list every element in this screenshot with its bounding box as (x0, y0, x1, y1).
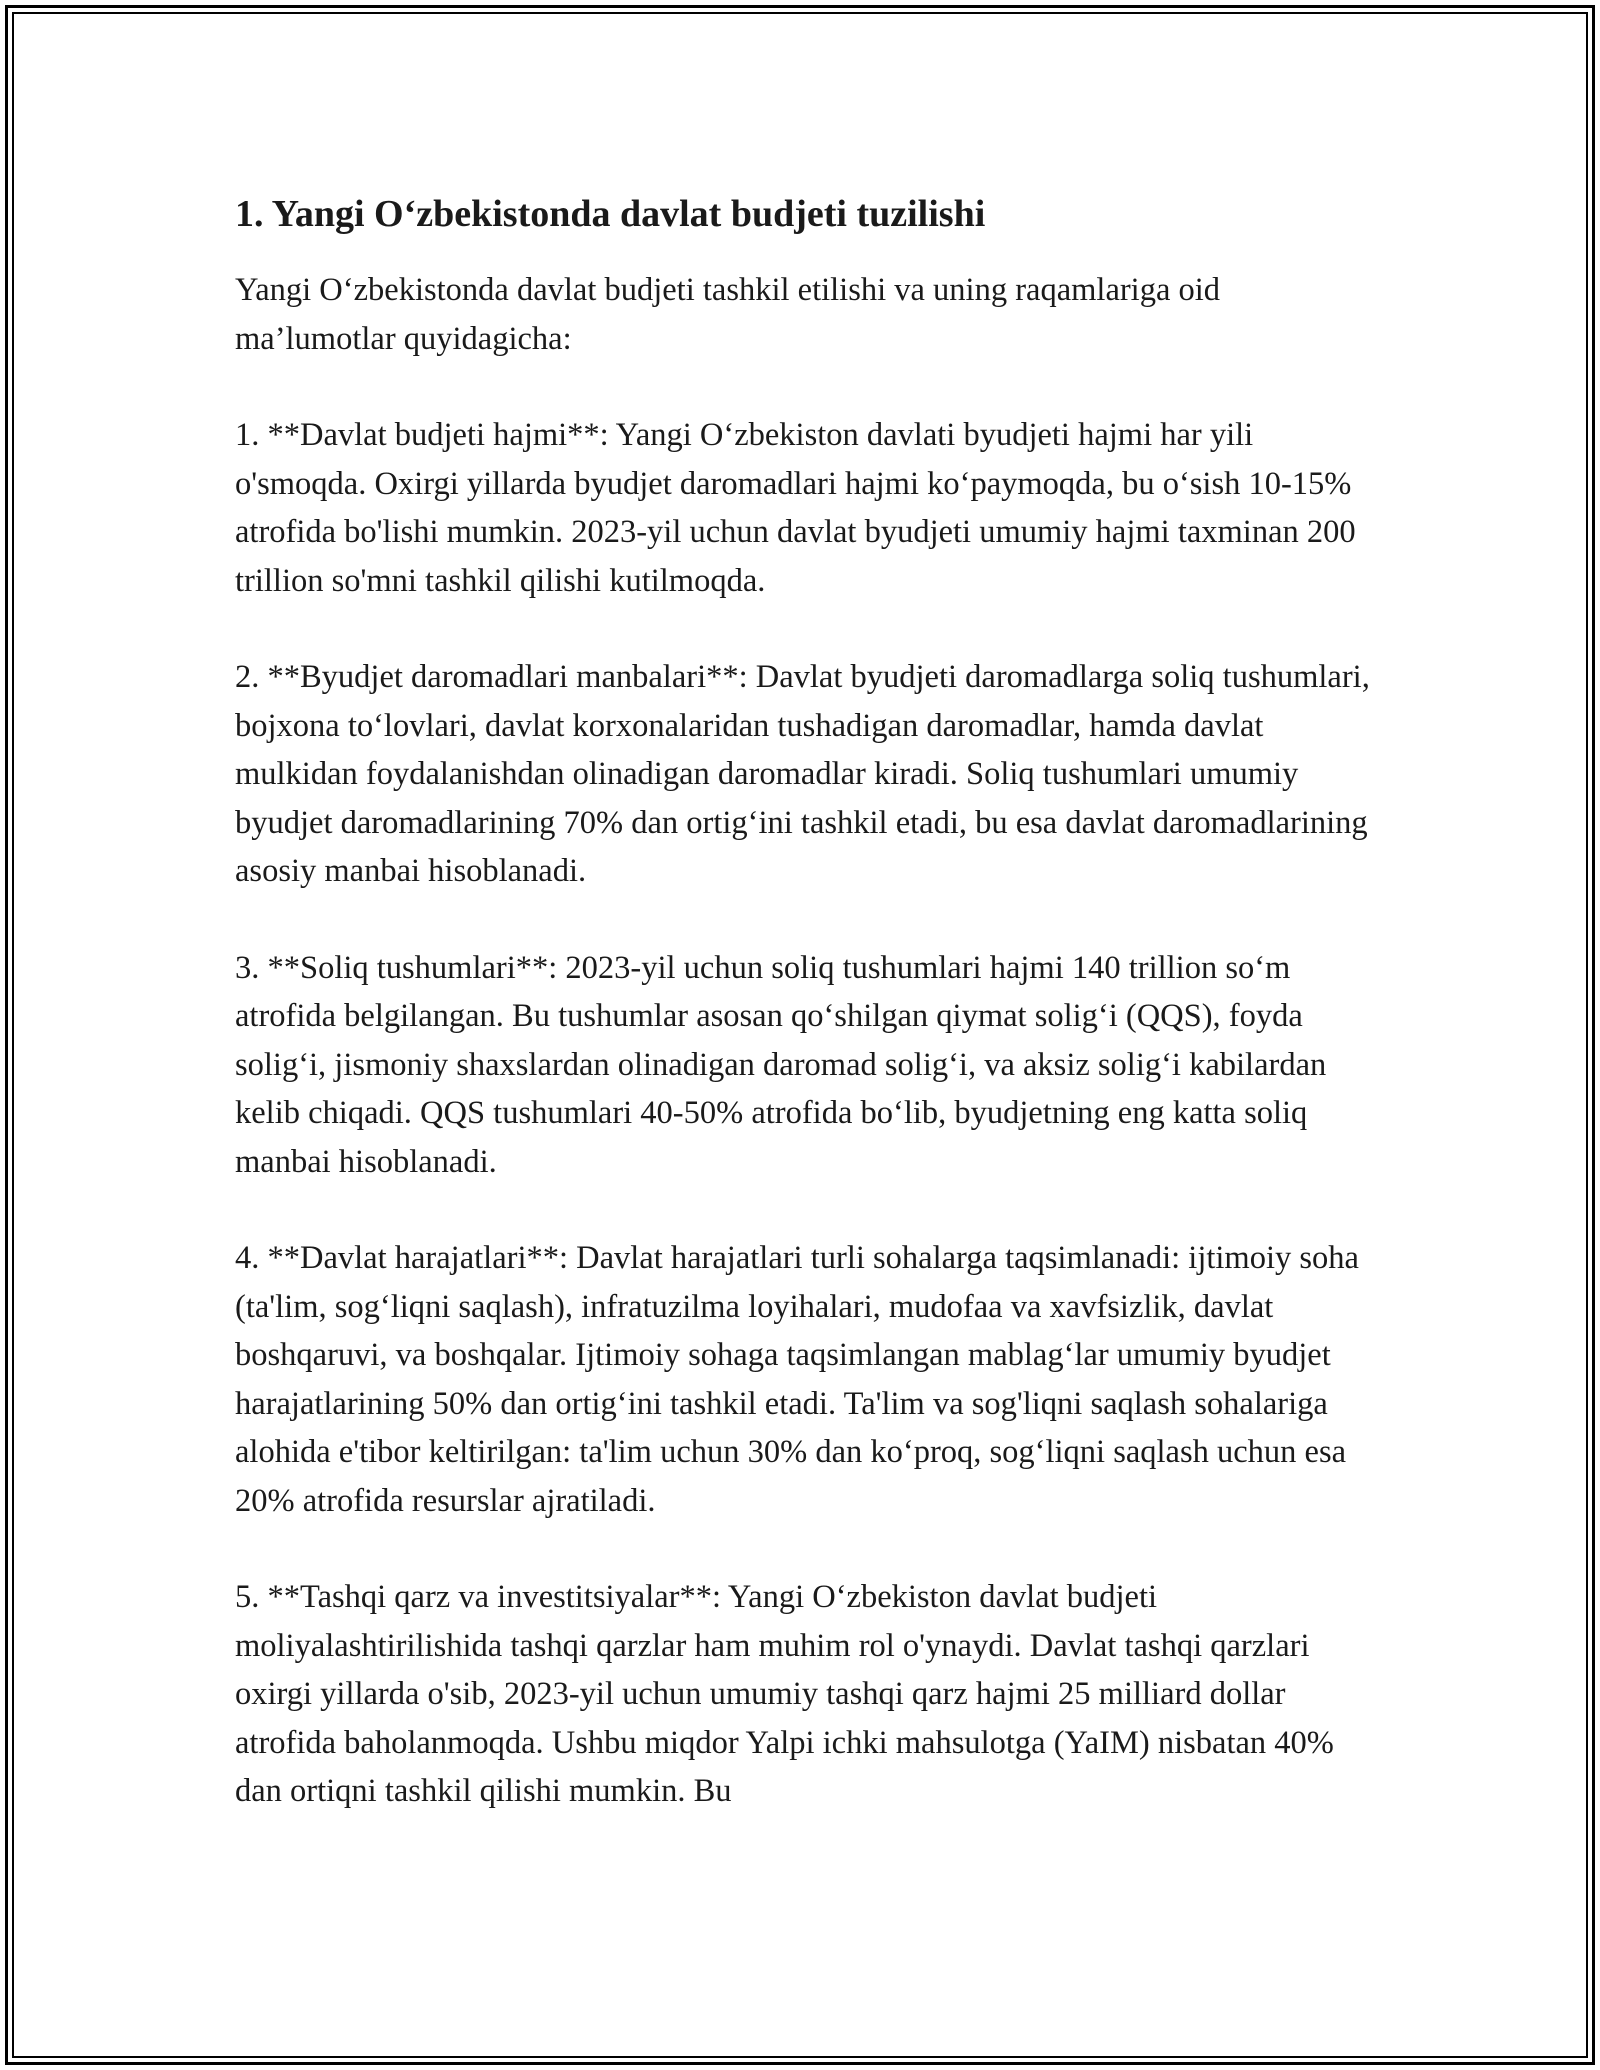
document-body (235, 188, 1385, 1864)
paragraph-external-debt: 5. **Tashqi qarz va investitsiyalar**: Yangi O‘zbekiston davlat budjeti moliyalashtirilishida tashqi qarzlar ham muhim rol o'ynaydi. Davlat tashqi qarzlari oxirgi yillarda o'sib, 2023-yil uchun umumiy tashqi qarz hajmi 25 milliard dollar atrofida baholanmoqda. Ushbu miqdor Yalpi ichki mahsulotga (YaIM) nisbatan 40% dan ortiqni tashkil qilishi mumkin. Bu (235, 1579, 1334, 1809)
section-heading: 1. Yangi O‘zbekistonda davlat budjeti tuzilishi (235, 193, 986, 235)
paragraph-tax-revenue: 3. **Soliq tushumlari**: 2023-yil uchun soliq tushumlari hajmi 140 trillion so‘m atrofida belgilangan. Bu tushumlar asosan qo‘shilgan qiymat solig‘i (QQS), foyda solig‘i, jismoniy shaxslardan olinadigan daromad solig‘i, va aksiz solig‘i kabilardan kelib chiqadi. QQS tushumlari 40-50% atrofida bo‘lib, byudjetning eng katta soliq manbai hisoblanadi. (235, 949, 1327, 1180)
paragraph-state-expenditures: 4. **Davlat harajatlari**: Davlat harajatlari turli sohalarga taqsimlanadi: ijtimoiy soha (ta'lim, sog‘liqni saqlash), infratuzilma loyihalari, mudofaa va xavfsizlik, davlat boshqaruvi, va boshqalar. Ijtimoiy sohaga taqsimlangan mablag‘lar umumiy byudjet harajatlarining 50% dan ortig‘ini tashkil etadi. Ta'lim va sog'liqni saqlash sohalariga alohida e'tibor keltirilgan: ta'lim uchun 30% dan ko‘proq, sog‘liqni saqlash uchun esa 20% atrofida resurslar ajratiladi. (235, 1240, 1359, 1519)
paragraph-revenue-sources: 2. **Byudjet daromadlari manbalari**: Davlat byudjeti daromadlarga soliq tushumlari, bojxona to‘lovlari, davlat korxonalaridan tushadigan daromadlar, hamda davlat mulkidan foydalanishdan olinadigan daromadlar kiradi. Soliq tushumlari umumiy byudjet daromadlarining 70% dan ortig‘ini tashkil etadi, bu esa davlat daromadlarining asosiy manbai hisoblanadi. (235, 659, 1370, 889)
paragraph-budget-size: 1. **Davlat budjeti hajmi**: Yangi O‘zbekiston davlati byudjeti hajmi har yili o'smoqda. Oxirgi yillarda byudjet daromadlari hajmi ko‘paymoqda, bu o‘sish 10-15% atrofida bo'lishi mumkin. 2023-yil uchun davlat byudjeti umumiy hajmi taxminan 200 trillion so'mni tashkil qilishi kutilmoqda. (235, 417, 1356, 599)
intro-paragraph: Yangi O‘zbekistonda davlat budjeti tashkil etilishi va uning raqamlariga oid ma’lumotlar quyidagicha: (235, 272, 1221, 357)
